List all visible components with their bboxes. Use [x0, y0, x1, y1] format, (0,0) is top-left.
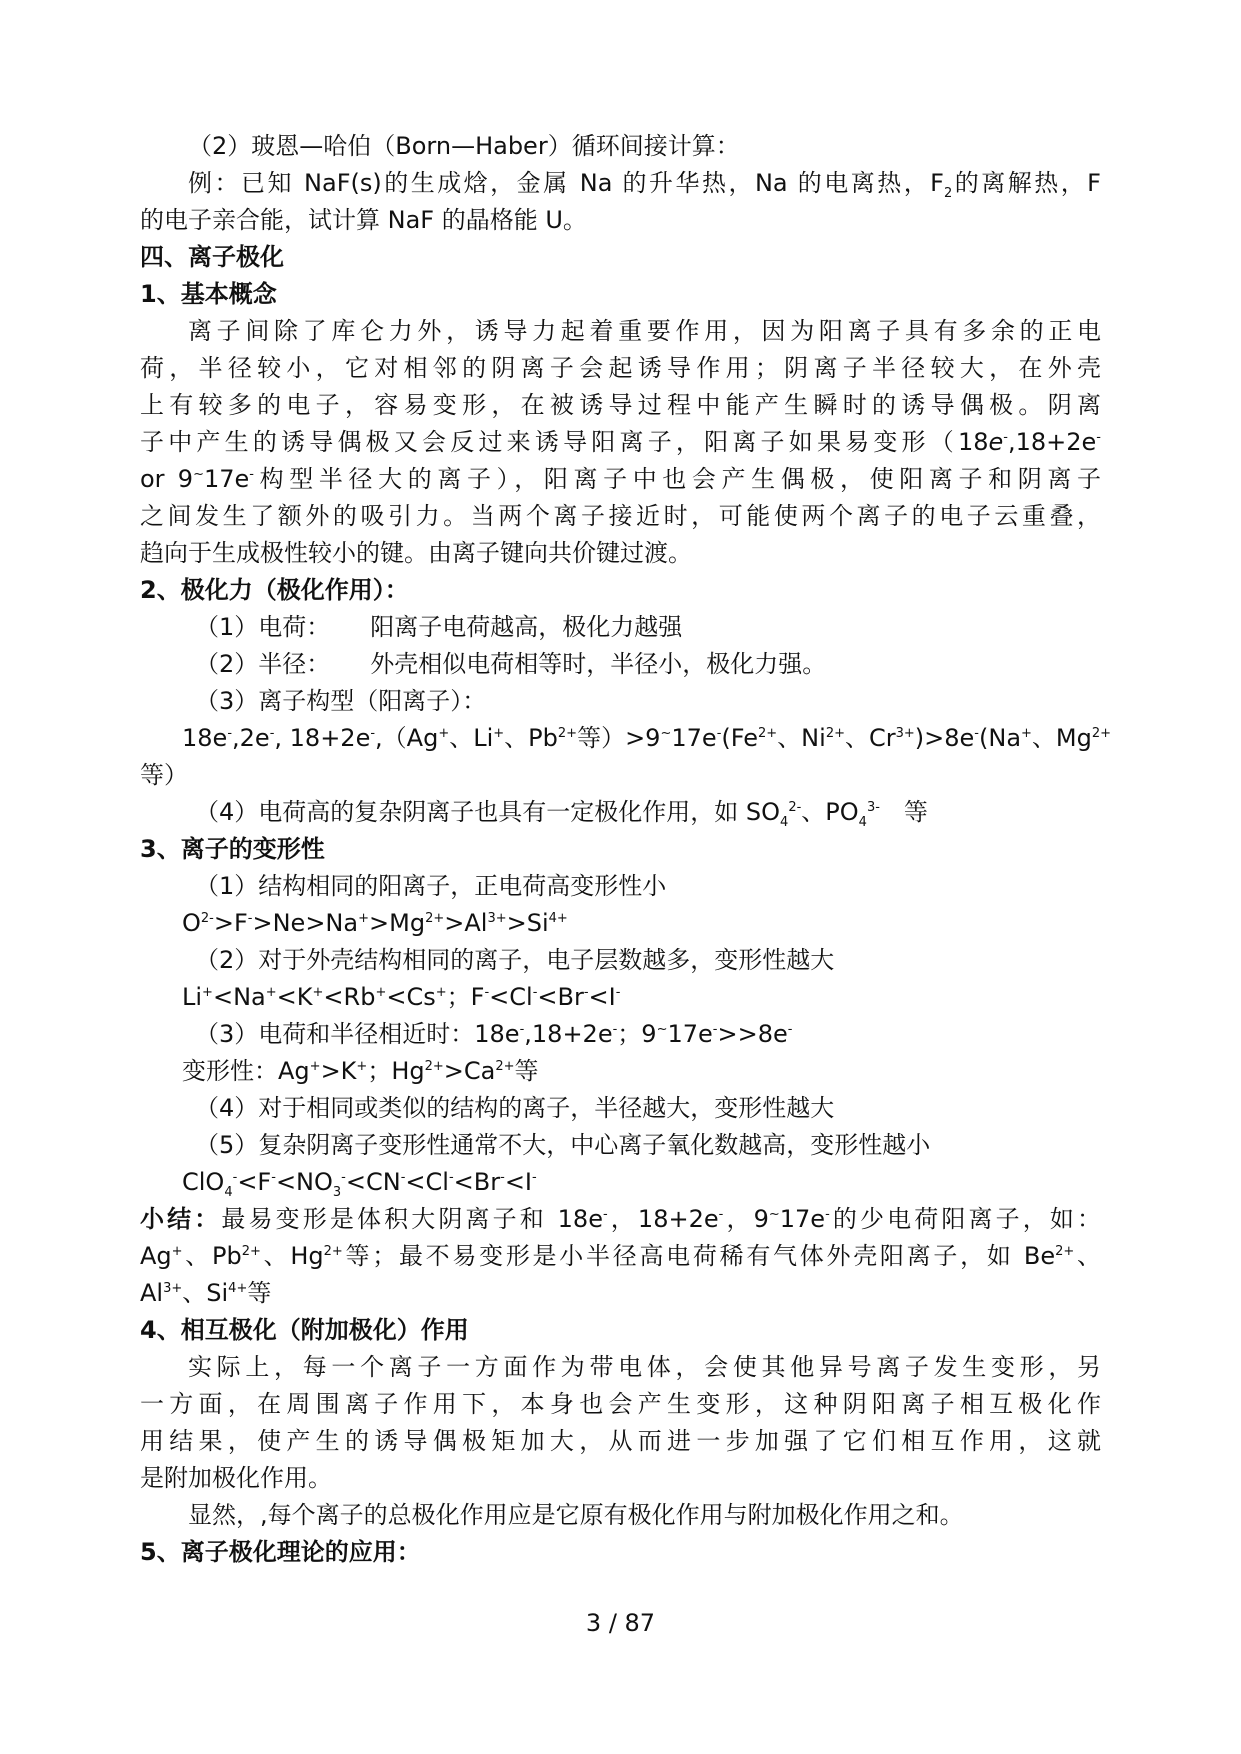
- paragraph-line: 一方面，在周围离子作用下，本身也会产生变形，这种阴阳离子相互极化作: [140, 1390, 1101, 1418]
- list-item-charge: （1）电荷： 阳离子电荷越高，极化力越强: [195, 613, 683, 641]
- list-item: （2）对于外壳结构相同的离子，电子层数越多，变形性越大: [195, 946, 835, 974]
- page-number: 3 / 87: [585, 1609, 656, 1637]
- paragraph-line: 是附加极化作用。: [140, 1464, 332, 1492]
- paragraph-line: 用结果，使产生的诱导偶极矩加大，从而进一步加强了它们相互作用，这就: [140, 1427, 1101, 1455]
- paragraph-line: 实际上，每一个离子一方面作为带电体，会使其他异号离子发生变形，另: [188, 1353, 1101, 1381]
- paragraph-line: 显然，,每个离子的总极化作用应是它原有极化作用与附加极化作用之和。: [188, 1501, 964, 1529]
- paragraph-line: 之间发生了额外的吸引力。当两个离子接近时，可能使两个离子的电子云重叠，: [140, 502, 1101, 530]
- paragraph-line: 趋向于生成极性较小的键。由离子键向共价键过渡。: [140, 539, 692, 567]
- subsection-heading-basic-concepts: 1、基本概念: [140, 280, 277, 308]
- formula-line: $ClO_4^-<F^-<NO_3^-<CN^-<Cl^-<Br^-<I^-$: [182, 1168, 537, 1200]
- list-item-configuration: （3）离子构型（阳离子）：: [195, 687, 487, 715]
- formula-line: 18e-,2e-, 18+2e-,（Ag+、Li+、$Pb^{2+}$等）$>9^\sim 17e^-(Fe^{2+}$、$Ni^{2+}$、$Cr^{3+})>8e^-(Na^+$、$Mg^{2+}$: [182, 724, 1112, 752]
- example-line-1: 例：已知 NaF(s)的生成焓，金属 Na 的升华热，Na 的电离热，$F_2$的离解热，F: [188, 169, 1101, 201]
- summary-line: 小结：最易变形是体积大阴离子和 18e-，18+2e-，9~17e-的少电荷阳离子，如：: [140, 1205, 1102, 1233]
- paragraph-line: 上有较多的电子，容易变形，在被诱导过程中能产生瞬时的诱导偶极。阴离: [140, 391, 1101, 419]
- list-item: （3）电荷和半径相近时：18e-,18+2e-；9~17e->>8e-: [195, 1020, 793, 1048]
- paragraph-line: 荷，半径较小，它对相邻的阴离子会起诱导作用；阴离子半径较大，在外壳: [140, 354, 1101, 382]
- summary-line: Ag+、$Pb^{2+}$、$Hg^{2+}$等；最不易变形是小半径高电荷稀有气体外壳阳离子，如 $Be^{2+}$、: [140, 1242, 1102, 1270]
- born-haber-heading: （2）玻恩—哈伯（Born—Haber）循环间接计算：: [188, 132, 740, 160]
- paragraph-line: 离子间除了库仑力外，诱导力起着重要作用，因为阳离子具有多余的正电: [188, 317, 1101, 345]
- paragraph-line: or 9~17e-构型半径大的离子），阳离子中也会产生偶极，使阳离子和阴离子: [140, 465, 1102, 493]
- formula-line: Li+<Na+<K+<Rb+<Cs+；F-<Cl-<Br-<I-: [182, 983, 621, 1011]
- section-heading-ion-polarization: 四、离子极化: [140, 243, 284, 271]
- formula-line: 变形性：Ag+>K+；$Hg^{2+}>Ca^{2+}$等: [182, 1057, 539, 1085]
- list-item: （1）结构相同的阳离子，正电荷高变形性小: [195, 872, 667, 900]
- list-item-radius: （2）半径： 外壳相似电荷相等时，半径小，极化力强。: [195, 650, 827, 678]
- subsection-heading-deformability: 3、离子的变形性: [140, 835, 325, 863]
- formula-line-continued: 等）: [140, 761, 188, 789]
- subsection-heading-mutual-polarization: 4、相互极化（附加极化）作用: [140, 1316, 469, 1344]
- list-item: （5）复杂阴离子变形性通常不大，中心离子氧化数越高，变形性越小: [195, 1131, 931, 1159]
- paragraph-line: 子中产生的诱导偶极又会反过来诱导阳离子，阳离子如果易变形（18e-,18+2e-: [140, 428, 1101, 456]
- subsection-heading-applications: 5、离子极化理论的应用：: [140, 1538, 421, 1566]
- subsection-heading-polarizing-power: 2、极化力（极化作用）：: [140, 576, 409, 604]
- summary-line: $Al^{3+}$、$Si^{4+}$等: [140, 1279, 272, 1307]
- formula-line: $O^{2-}>F^->Ne>Na^+>Mg^{2+}>Al^{3+}>Si^{4+}$: [182, 909, 568, 937]
- example-line-2: 的电子亲合能，试计算 NaF 的晶格能 U。: [140, 206, 587, 234]
- list-item: （4）对于相同或类似的结构的离子，半径越大，变形性越大: [195, 1094, 835, 1122]
- list-item-complex-anions: （4）电荷高的复杂阴离子也具有一定极化作用，如 $SO_4^{2-}$、$PO_4^{3-}$ 等: [195, 798, 928, 830]
